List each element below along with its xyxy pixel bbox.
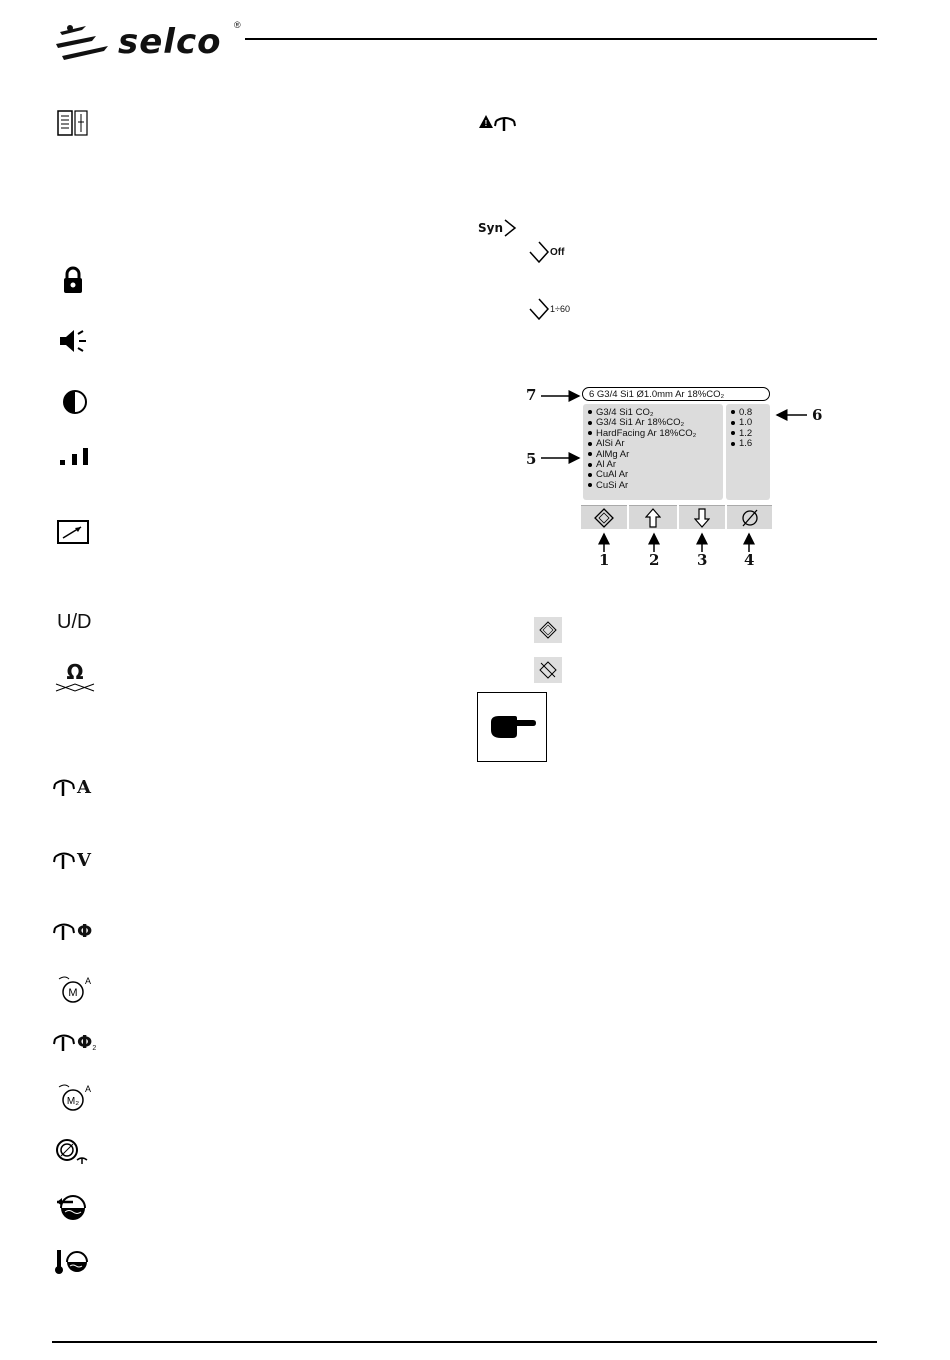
pointing-hand-icon <box>487 712 537 742</box>
torch-ampere-icon: A <box>53 777 91 798</box>
list-item[interactable]: G3/4 Si1 CO₂ <box>583 408 723 418</box>
callout-7: 7 <box>526 386 537 404</box>
torch-volt-icon: V <box>53 850 91 871</box>
list-item[interactable]: HardFacing Ar 18%CO₂ <box>583 429 723 439</box>
warning-torch-icon <box>478 113 518 133</box>
callout-2: 2 <box>649 551 660 569</box>
callout-3: 3 <box>697 551 708 569</box>
screen-title-bar: 6 G3/4 Si1 Ø1.0mm Ar 18%CO₂ <box>582 387 770 401</box>
header-rule <box>245 38 877 40</box>
logo-swoosh-icon <box>52 22 114 62</box>
contrast-icon <box>62 389 88 415</box>
motor-ampere-icon <box>53 975 93 1005</box>
svg-text:A: A <box>84 976 92 986</box>
callout-6: 6 <box>812 406 823 424</box>
syn-icon <box>478 216 519 240</box>
list-item[interactable]: CuSi Ar <box>583 481 723 491</box>
select-diamond-icon <box>538 620 558 640</box>
ud-label: U/D <box>57 611 92 633</box>
callout-1: 1 <box>599 551 610 569</box>
program-range-icon <box>528 297 570 321</box>
signal-bars-icon <box>58 446 90 466</box>
list-item[interactable]: AlMg Ar <box>583 450 723 460</box>
range-label: 1÷60 <box>550 304 570 314</box>
torch-phi-icon: Φ <box>53 921 92 942</box>
list-item[interactable]: G3/4 Si1 Ar 18%CO₂ <box>583 418 723 428</box>
off-label: Off <box>550 246 565 258</box>
svg-text:!: ! <box>484 119 488 128</box>
program-off-icon <box>528 240 564 264</box>
lock-icon <box>62 266 84 294</box>
select-disabled-button-small <box>534 657 562 683</box>
selco-logo <box>52 18 252 68</box>
coolant-flow-icon <box>55 1194 91 1222</box>
select-button-small <box>534 617 562 643</box>
parameter-list-icon <box>57 110 89 136</box>
motor2-ampere-icon <box>53 1083 93 1113</box>
ud-icon <box>57 611 91 634</box>
diameter-item[interactable]: 1.0 <box>726 418 770 428</box>
note-box <box>477 692 547 762</box>
ohm-icon <box>55 662 95 692</box>
speaker-icon <box>58 328 88 354</box>
footer-rule <box>52 1341 877 1343</box>
list-item[interactable]: AlSi Ar <box>583 439 723 449</box>
wire-spool-icon <box>55 1138 91 1166</box>
diameter-item[interactable]: 1.6 <box>726 439 770 449</box>
callout-4: 4 <box>744 551 755 569</box>
coolant-temperature-icon <box>55 1248 91 1276</box>
list-item[interactable]: Al Ar <box>583 460 723 470</box>
diameter-item[interactable]: 0.8 <box>726 408 770 418</box>
select-crossed-icon <box>538 660 558 680</box>
callout-arrows <box>525 380 835 570</box>
svg-text:M: M <box>68 987 78 999</box>
registered-mark: ® <box>234 20 241 30</box>
ramp-display-icon <box>57 520 89 544</box>
ohm-label: Ω <box>66 660 84 684</box>
brand-name: selco <box>118 22 222 62</box>
diameter-item[interactable]: 1.2 <box>726 429 770 439</box>
list-item[interactable]: CuAl Ar <box>583 470 723 480</box>
svg-text:A: A <box>84 1084 92 1094</box>
torch-phi2-icon: Φ 2 <box>53 1032 96 1053</box>
callout-5: 5 <box>526 450 537 468</box>
svg-text:M₂: M₂ <box>66 1096 80 1107</box>
syn-label: Syn <box>478 221 504 235</box>
